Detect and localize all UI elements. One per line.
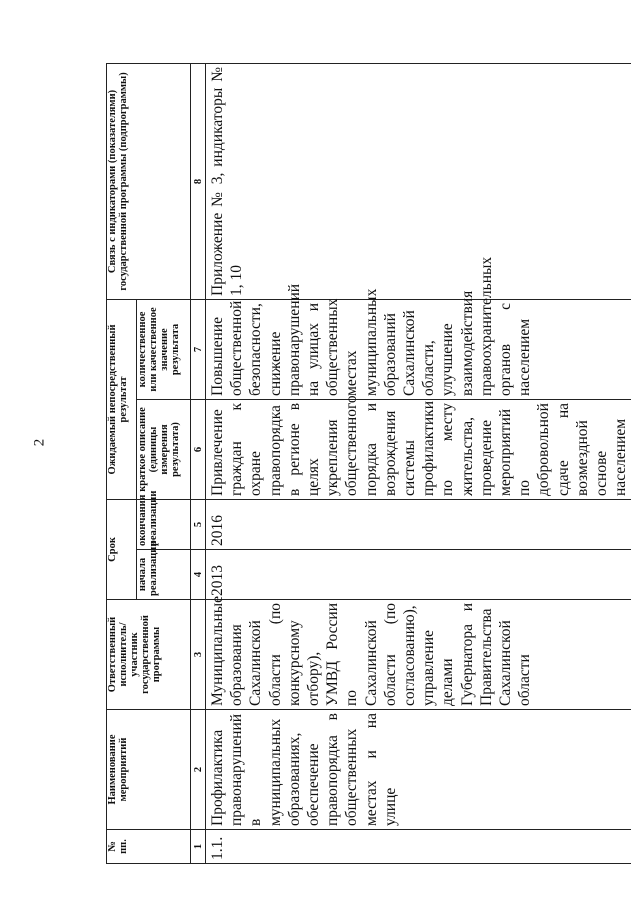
row-name: Профилактика правонарушений в муниципальных образованиях, обеспечение правопорядка в общественных местах и на улице <box>206 710 631 830</box>
column-number: 4 <box>191 550 206 600</box>
column-number: 8 <box>191 63 206 299</box>
header-term: Срок <box>107 499 137 599</box>
header-num: № пп. <box>107 830 191 864</box>
row-link: Приложение № 3, индикаторы № 1, 10 <box>206 63 631 299</box>
row-executor: Муниципальные образования Сахалинской области (по конкурсному отбору), УМВД России по Сахалинской области (по согласованию), управление делами Губернатора и Правительства Сахалинской области <box>206 600 631 710</box>
column-number: 6 <box>191 399 206 499</box>
column-number: 1 <box>191 830 206 864</box>
page-number: 2 <box>31 438 48 447</box>
row-start: 2013 <box>206 550 631 600</box>
header-link: Связь с индикаторами (показателями) государственной программы (подпрограммы) <box>107 63 191 299</box>
row-result-qty: Повышение общественной безопасности, снижение правонарушений на улицах и общественных местах муниципальных образований Сахалинской области, улучшение взаимодействия правоохранительных органов с населением <box>206 299 631 399</box>
header-result-short: краткое описание (единицы измерения результата) <box>137 399 191 499</box>
row-num: 1.1. <box>206 830 631 864</box>
rotated-table-frame <box>106 64 630 864</box>
row-result-short: Привлечение граждан к охране правопорядка в регионе в целях укрепления общественного порядка и возрождения системы профилактики по месту жительства, проведение мероприятий по добровольной сдаче на возмездной основе населением <box>206 399 631 499</box>
header-term-end: окончания реализации <box>137 499 191 549</box>
header-term-start: начала реализации <box>137 550 191 600</box>
column-number: 2 <box>191 710 206 830</box>
header-result-qty: количественное или качественное значение результата <box>137 299 191 399</box>
header-executor: Ответственный исполнитель/ участник государственной программы <box>107 600 191 710</box>
header-name: Наименование мероприятий <box>107 710 191 830</box>
column-number: 3 <box>191 600 206 710</box>
column-number: 5 <box>191 499 206 549</box>
row-end: 2016 <box>206 499 631 549</box>
activities-table <box>106 63 631 864</box>
column-number: 7 <box>191 299 206 399</box>
header-result: Ожидаемый непосредственный результат <box>107 299 137 499</box>
